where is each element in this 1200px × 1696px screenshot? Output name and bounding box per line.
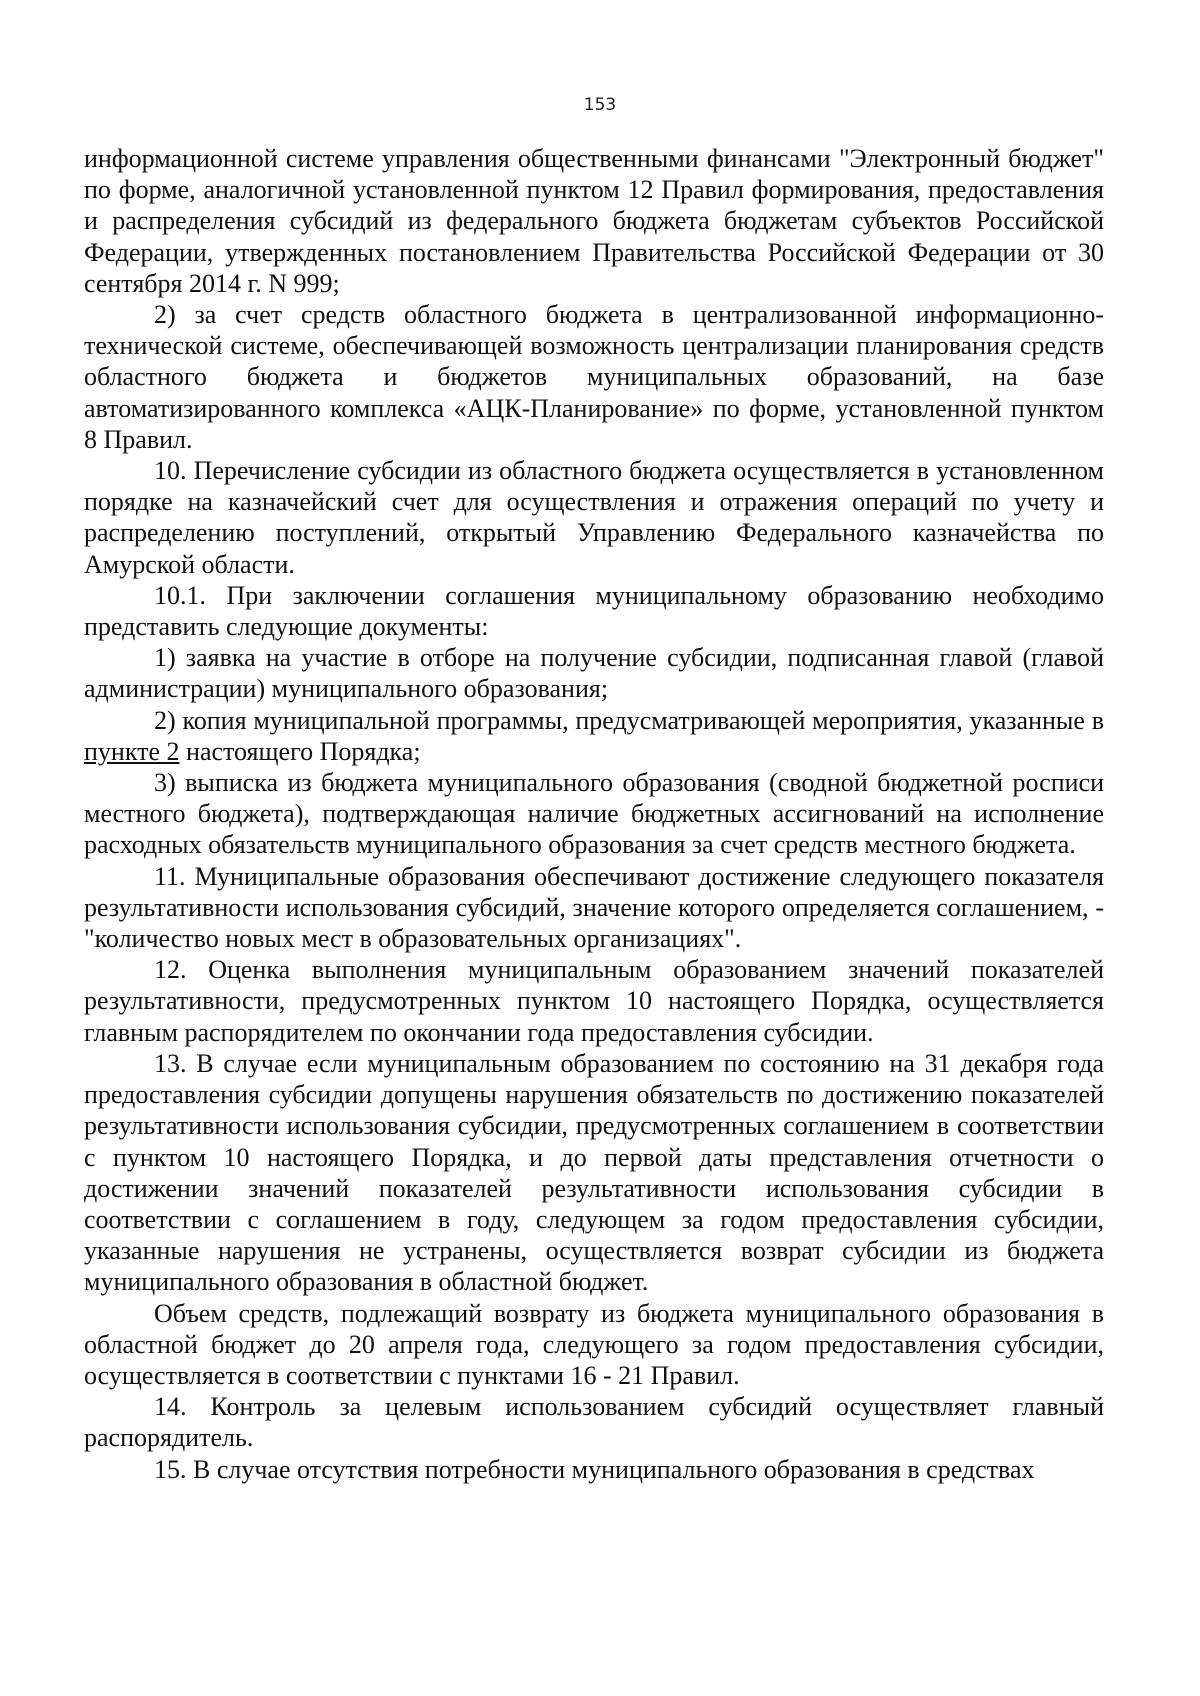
paragraph-doc-2-tail: настоящего Порядка;: [179, 736, 421, 766]
paragraph-12: 12. Оценка выполнения муниципальным образованием значений показателей результативности, предусмотренных пунктом 10 настоящего Порядка, осуществляется главным распорядителем по окончании года предоставления субсидии.: [84, 955, 1104, 1047]
page-number: 153: [583, 95, 617, 115]
paragraph-doc-1: 1) заявка на участие в отборе на получение субсидии, подписанная главой (главой администрации) муниципального образования;: [84, 643, 1104, 704]
paragraph-doc-2: [84, 705, 1104, 767]
paragraph-13: 13. В случае если муниципальным образованием по состоянию на 31 декабря года предоставления субсидии допущены нарушения обязательств по достижению показателей результативности использования субсидии, предусмотренных соглашением в соответствии с пунктом 10 настоящего Порядка, и до первой даты представления отчетности о достижении значений показателей результативности использования субсидии в соответствии с соглашением в году, следующем за годом предоставления субсидии, указанные нарушения не устранены, осуществляется возврат субсидии из бюджета муниципального образования в областной бюджет.: [84, 1048, 1104, 1297]
punkt-2-link[interactable]: пункте 2: [84, 736, 180, 766]
paragraph-refund-volume: Объем средств, подлежащий возврату из бюджета муниципального образования в областной бюджет до 20 апреля года, следующего за годом предоставления субсидии, осуществляется в соответствии с пунктами 16 - 21 Правил.: [84, 1298, 1104, 1390]
paragraph-11: 11. Муниципальные образования обеспечивают достижение следующего показателя результативности использования субсидий, значение которого определяется соглашением, - "количество новых мест в образовательных организациях".: [84, 861, 1104, 954]
paragraph-15: 15. В случае отсутствия потребности муниципального образования в средствах: [154, 1454, 1035, 1484]
paragraph-10: 10. Перечисление субсидии из областного бюджета осуществляется в установленном порядке на казначейский счет для осуществления и отражения операций по учету и распределению поступлений, открытый Управлению Федерального казначейства по Амурской области.: [84, 456, 1104, 579]
paragraph-item-2: 2) за счет средств областного бюджета в централизованной информационно-технической системе, обеспечивающей возможность централизации планирования средств областного бюджета и бюджетов муниципальных образований, на базе автоматизированного комплекса «АЦК-Планирование» по форме, установленной пунктом 8 Правил.: [84, 300, 1104, 454]
paragraph-continuation: информационной системе управления общественными финансами "Электронный бюджет" по форме, аналогичной установленной пунктом 12 Правил формирования, предоставления и распределения субсидий из федерального бюджета бюджетам субъектов Российской Федерации, утвержденных постановлением Правительства Российской Федерации от 30 сентября 2014 г. N 999;: [84, 144, 1104, 298]
paragraph-14: 14. Контроль за целевым использованием субсидий осуществляет главный распорядитель.: [84, 1392, 1104, 1453]
paragraph-doc-2-text: 2) копия муниципальной программы, предусматривающей мероприятия, указанные в: [154, 705, 1104, 735]
paragraph-10-1: 10.1. При заключении соглашения муниципальному образованию необходимо представить следующие документы:: [84, 580, 1104, 642]
document-body: [84, 143, 1104, 1485]
paragraph-doc-3: 3) выписка из бюджета муниципального образования (сводной бюджетной росписи местного бюджета), подтверждающая наличие бюджетных ассигнований на исполнение расходных обязательств муниципального образования за счет средств местного бюджета.: [84, 768, 1104, 860]
